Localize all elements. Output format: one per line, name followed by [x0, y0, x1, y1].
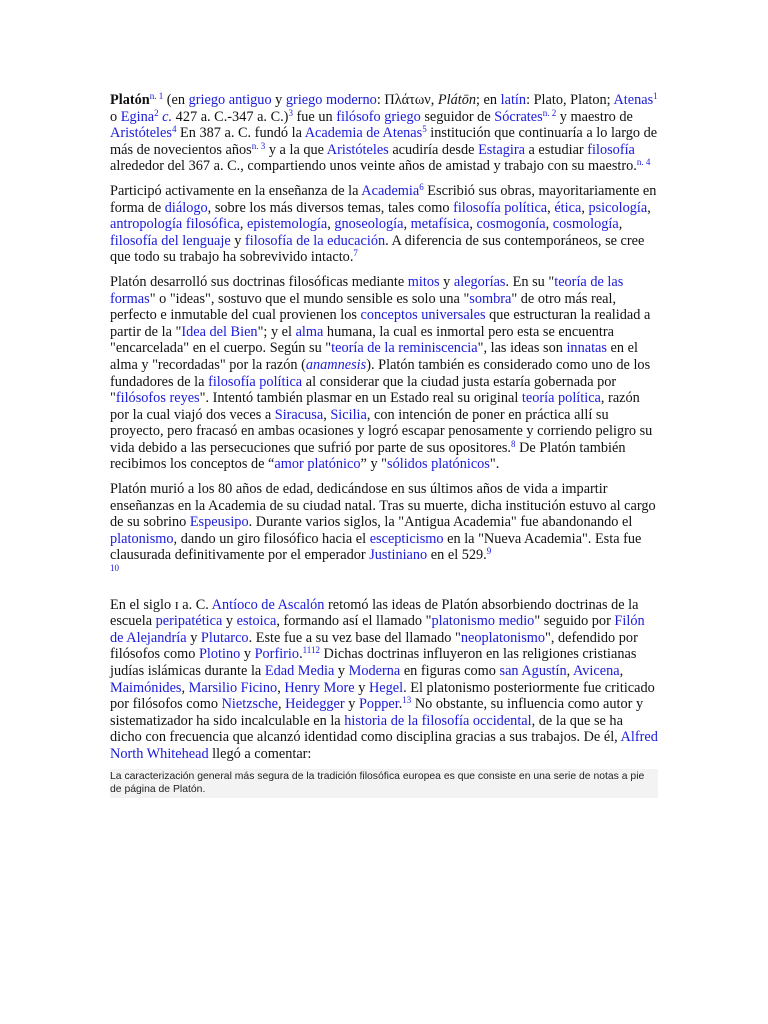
link-metafisica[interactable]: metafísica: [410, 216, 470, 233]
link-estagira[interactable]: Estagira: [478, 141, 525, 158]
link-plutarco[interactable]: Plutarco: [200, 629, 249, 646]
citation-ref[interactable]: 4: [171, 124, 177, 135]
citation-ref[interactable]: 3: [288, 107, 293, 118]
link-filon-de-alejandria[interactable]: Filón de Alejandría: [110, 613, 645, 646]
note-ref[interactable]: n. 1: [149, 91, 164, 101]
link-cosmologia[interactable]: cosmología: [552, 216, 619, 233]
link-amor-platonico[interactable]: amor platónico: [274, 456, 361, 473]
link-filosofia-politica[interactable]: filosofía política: [453, 199, 548, 216]
link-antropologia-filosofica[interactable]: antropología filosófica: [110, 216, 240, 233]
link-griego-antiguo[interactable]: griego antiguo: [188, 92, 272, 108]
link-teoria-de-la-reminiscencia[interactable]: teoría de la reminiscencia: [331, 340, 478, 357]
link-antioco-de-ascalon[interactable]: Antíoco de Ascalón: [211, 596, 325, 613]
link-gnoseologia[interactable]: gnoseología: [334, 216, 404, 233]
citation-ref[interactable]: 7: [353, 248, 358, 259]
paragraph-influencia: En el siglo ɪ a. C. Antíoco de Ascalón retomó las ideas de Platón absorbiendo doctrinas de la escuela peripatética y estoica, formando así el llamado "platonismo medio" seguido por Filón de Alejandría y Plutarco. Este fue a su vez base del llamado "neoplatonismo", defendido por filósofos como Plotino y Porfirio.$^{1112}$ Dichas doctrinas influyeron en las religiones cristianas judías islámicas durante la Edad Media y Moderna en figuras como san Agustín, Avicena, Maimónides, Marsilio Ficino, Henry More y Hegel. El platonismo posteriormente fue criticado por filósofos como Nietzsche, Heidegger y Popper.$^{13}$ No obstante, su influencia como autor y sistematizador ha sido incalculable en la historia de la filosofía occidental, de la que se ha dicho con frecuencia que alcanzó identidad como disciplina gracias a sus trabajos. De él, Alfred North Whitehead llegó a comentar:: [110, 596, 658, 762]
link-hegel[interactable]: Hegel: [368, 679, 404, 696]
citation-ref[interactable]: 13: [402, 695, 412, 706]
link-circa[interactable]: c.: [162, 108, 173, 125]
paragraph-doctrinas: Platón desarrolló sus doctrinas filosóficas mediante mitos y alegorías. En su "teoría de las formas" o "ideas", sostuvo que el mundo sensible es solo una "sombra" de otro más real, perfecto e inmutable del cual provienen los conceptos universales que estructuran la realidad a partir de la "Idea del Bien"; y el alma humana, la cual es inmortal pero esta se encuentra "encarcelada" en el cuerpo. Según su "teoría de la reminiscencia", las ideas son innatas en el alma y "recordadas" por la razón (anamnesis). Platón también es considerado como uno de los fundadores de la filosofía política al considerar que la ciudad justa estaría gobernada por "filósofos reyes". Intentó también plasmar en un Estado real su original teoría política, razón por la cual viajó dos veces a Siracusa, Sicilia, con intención de poner en práctica allí su proyecto, pero fracasó en ambas ocasiones y logró escapar penosamente y corriendo peligro su vida debido a las persecuciones que sufrió por parte de sus opositores.$^8$ De Platón también recibimos los conceptos de “amor platónico” y "sólidos platónicos".: [110, 273, 653, 473]
link-aristoteles[interactable]: Aristóteles: [110, 125, 172, 142]
note-ref[interactable]: n. 2: [542, 107, 557, 118]
paragraph-obras: Participó activamente en la enseñanza de la Academia$^6$ Escribió sus obras, mayoritariamente en forma de diálogo, sobre los más diversos temas, tales como filosofía política, ética, psicología, antropología filosófica, epistemología, gnoseología, metafísica, cosmogonía, cosmología, filosofía del lenguaje y filosofía de la educación. A diferencia de sus contemporáneos, se cree que todo su trabajo ha sobrevivido intacto.$^7$: [110, 181, 657, 266]
link-edad-media[interactable]: Edad Media: [264, 663, 335, 679]
link-academia-de-atenas[interactable]: Academia de Atenas: [304, 125, 423, 142]
link-alma[interactable]: alma: [295, 323, 324, 340]
citation-ref[interactable]: 8: [511, 438, 516, 449]
link-alegorias[interactable]: alegorías: [453, 273, 506, 290]
link-latin[interactable]: latín: [500, 92, 527, 108]
citation-ref[interactable]: 10: [110, 563, 119, 574]
link-egina[interactable]: Egina: [120, 108, 155, 125]
link-heidegger[interactable]: Heidegger: [285, 696, 345, 713]
link-idea-del-bien[interactable]: Idea del Bien: [181, 323, 258, 340]
link-anamnesis[interactable]: anamnesis: [305, 356, 367, 373]
link-filosofia[interactable]: filosofía: [587, 141, 635, 158]
link-solidos-platonicos[interactable]: sólidos platónicos: [387, 456, 490, 473]
link-escepticismo[interactable]: escepticismo: [369, 530, 444, 547]
link-cosmogonia[interactable]: cosmogonía: [476, 216, 546, 233]
link-justiniano[interactable]: Justiniano: [369, 547, 428, 564]
link-alfred-north-whitehead[interactable]: Alfred North Whitehead: [110, 729, 658, 762]
link-atenas[interactable]: Atenas: [613, 92, 654, 108]
link-avicena[interactable]: Avicena: [573, 663, 620, 679]
link-platonismo[interactable]: platonismo: [110, 530, 174, 547]
link-espeusipo[interactable]: Espeusipo: [189, 514, 249, 531]
link-plotino[interactable]: Plotino: [198, 646, 241, 663]
link-siracusa[interactable]: Siracusa: [274, 406, 324, 423]
link-estoica[interactable]: estoica: [236, 613, 277, 630]
whitehead-quote: La caracterización general más segura de la tradición filosófica europea es que consiste en una serie de notas a pie de página de Platón.: [110, 769, 658, 798]
link-neoplatonismo[interactable]: neoplatonismo: [460, 629, 546, 646]
link-aristoteles[interactable]: Aristóteles: [326, 141, 389, 158]
link-sombra[interactable]: sombra: [469, 290, 512, 307]
link-moderna[interactable]: Moderna: [348, 663, 401, 679]
link-porfirio[interactable]: Porfirio: [254, 646, 300, 663]
citation-ref[interactable]: 1112: [302, 645, 320, 656]
citation-ref[interactable]: 2: [154, 107, 159, 118]
link-filosofos-reyes[interactable]: filósofos reyes: [115, 390, 200, 407]
link-maimonides[interactable]: Maimónides: [110, 679, 182, 696]
link-teoria-politica[interactable]: teoría política: [521, 390, 601, 407]
link-mitos[interactable]: mitos: [407, 273, 440, 290]
link-peripatetica[interactable]: peripatética: [155, 613, 223, 630]
link-socrates[interactable]: Sócrates: [494, 108, 543, 125]
paragraph-intro: Platón$^{n. 1}$ (en griego antiguo y griego moderno: Πλάτων, Plátōn; en latín: Plato, Platon; Atenas$^1$ o Egina$^2$ c. 427 a. C.-347 a. C.)$^3$ fue un filósofo griego seguidor de Sócrates$^{n. 2}$ y maestro de Aristóteles$^4$ En 387 a. C. fundó la Academia de Atenas$^5$ institución que continuaría a lo largo de más de novecientos años$^{n. 3}$ y a la que Aristóteles acudiría desde Estagira a estudiar filosofía alrededor del 367 a. C., compartiendo unos veinte años de amistad y trabajo con su maestro.$^{n. 4}$: [110, 91, 658, 175]
article-subject: Platón: [110, 92, 150, 108]
link-griego-moderno[interactable]: griego moderno: [285, 92, 377, 108]
link-psicologia[interactable]: psicología: [588, 199, 648, 216]
note-ref[interactable]: n. 4: [636, 157, 651, 168]
citation-ref[interactable]: 1: [653, 91, 658, 101]
link-dialogo[interactable]: diálogo: [164, 199, 208, 216]
link-san-agustin[interactable]: san Agustín: [499, 663, 567, 679]
citation-ref[interactable]: 6: [419, 181, 424, 192]
link-innatas[interactable]: innatas: [566, 340, 607, 357]
link-epistemologia[interactable]: epistemología: [246, 216, 328, 233]
link-nietzsche[interactable]: Nietzsche: [221, 696, 278, 713]
link-filosofia-de-la-educacion[interactable]: filosofía de la educación: [244, 232, 386, 249]
link-henry-more[interactable]: Henry More: [284, 679, 355, 696]
link-filosofo-griego[interactable]: filósofo griego: [336, 108, 421, 125]
note-ref[interactable]: n. 3: [251, 140, 266, 151]
link-historia-de-la-filosofia-occidental[interactable]: historia de la filosofía occidental: [344, 712, 532, 729]
link-teoria-de-las-formas[interactable]: teoría de las formas: [110, 273, 624, 307]
link-platonismo-medio[interactable]: platonismo medio: [431, 613, 535, 630]
link-filosofia-del-lenguaje[interactable]: filosofía del lenguaje: [110, 232, 231, 249]
citation-ref[interactable]: 5: [422, 124, 427, 135]
link-filosofia-politica[interactable]: filosofía política: [208, 373, 303, 390]
link-conceptos-universales[interactable]: conceptos universales: [360, 307, 486, 324]
citation-ref[interactable]: 9: [486, 546, 492, 557]
link-marsilio-ficino[interactable]: Marsilio Ficino: [188, 679, 278, 696]
link-sicilia[interactable]: Sicilia: [330, 406, 367, 423]
link-etica[interactable]: ética: [554, 199, 582, 216]
link-popper[interactable]: Popper: [358, 696, 399, 713]
article-body: [110, 92, 658, 798]
paragraph-muerte: Platón murió a los 80 años de edad, dedicándose en sus últimos años de vida a impartir enseñanzas en la Academia de su ciudad natal. Tras su muerte, dicha institución estuvo al cargo de su sobrino Espeusipo. Durante varios siglos, la "Antigua Academia" fue abandonando el platonismo, dando un giro filosófico hacia el escepticismo en la "Nueva Academia". Esta fue clausurada definitivamente por el emperador Justiniano en el 529.$^9$ $^{10}$: [110, 481, 656, 574]
link-academia[interactable]: Academia: [361, 182, 420, 199]
